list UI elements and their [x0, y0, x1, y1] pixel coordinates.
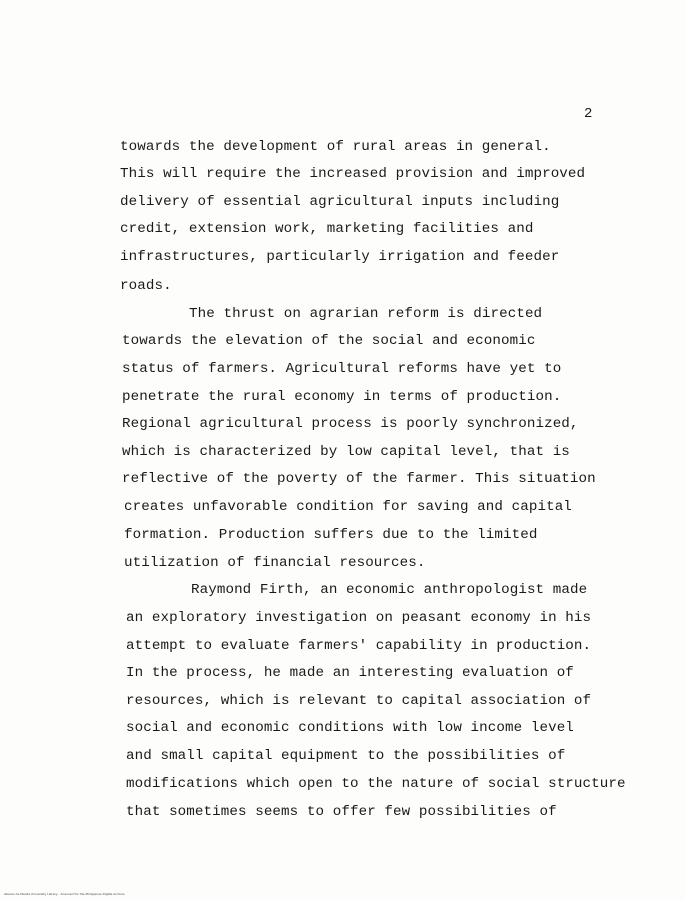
text-line: infrastructures, particularly irrigation and feeder	[120, 249, 560, 265]
text-line: an exploratory investigation on peasant economy in his	[126, 610, 592, 626]
text-line: status of farmers. Agricultural reforms have yet to	[122, 361, 562, 377]
text-line: which is characterized by low capital level, that is	[122, 444, 570, 460]
paragraph-first-line: Raymond Firth, an economic anthropologist made	[191, 582, 588, 598]
text-line: reflective of the poverty of the farmer. This situation	[122, 471, 596, 487]
text-line: utilization of financial resources.	[124, 555, 426, 571]
text-line: attempt to evaluate farmers' capability in production.	[126, 638, 592, 654]
text-line: that sometimes seems to offer few possibilities of	[126, 804, 557, 820]
text-line: towards the elevation of the social and economic	[122, 333, 536, 349]
text-line: Regional agricultural process is poorly synchronized,	[122, 416, 579, 432]
text-line: modifications which open to the nature of social structure	[126, 776, 626, 792]
text-line: resources, which is relevant to capital association of	[126, 693, 592, 709]
text-line: creates unfavorable condition for saving and capital	[124, 499, 572, 515]
paragraph-first-line: The thrust on agrarian reform is directed	[189, 306, 543, 322]
text-line: This will require the increased provision and improved	[120, 166, 586, 182]
text-line: and small capital equipment to the possibilities of	[126, 748, 566, 764]
text-line: delivery of essential agricultural inputs including	[120, 194, 560, 210]
text-line: formation. Production suffers due to the limited	[124, 527, 538, 543]
scan-footer-note: Ateneo de Manila University Library - Scanned for the Philippines Digital Archive	[4, 892, 125, 896]
page-number: 2	[584, 106, 593, 122]
text-line: towards the development of rural areas in general.	[120, 139, 551, 155]
text-line: In the process, he made an interesting evaluation of	[126, 665, 574, 681]
text-line: roads.	[120, 278, 172, 294]
text-line: penetrate the rural economy in terms of production.	[122, 389, 562, 405]
text-line: social and economic conditions with low income level	[126, 720, 574, 736]
text-line: credit, extension work, marketing facilities and	[120, 221, 534, 237]
